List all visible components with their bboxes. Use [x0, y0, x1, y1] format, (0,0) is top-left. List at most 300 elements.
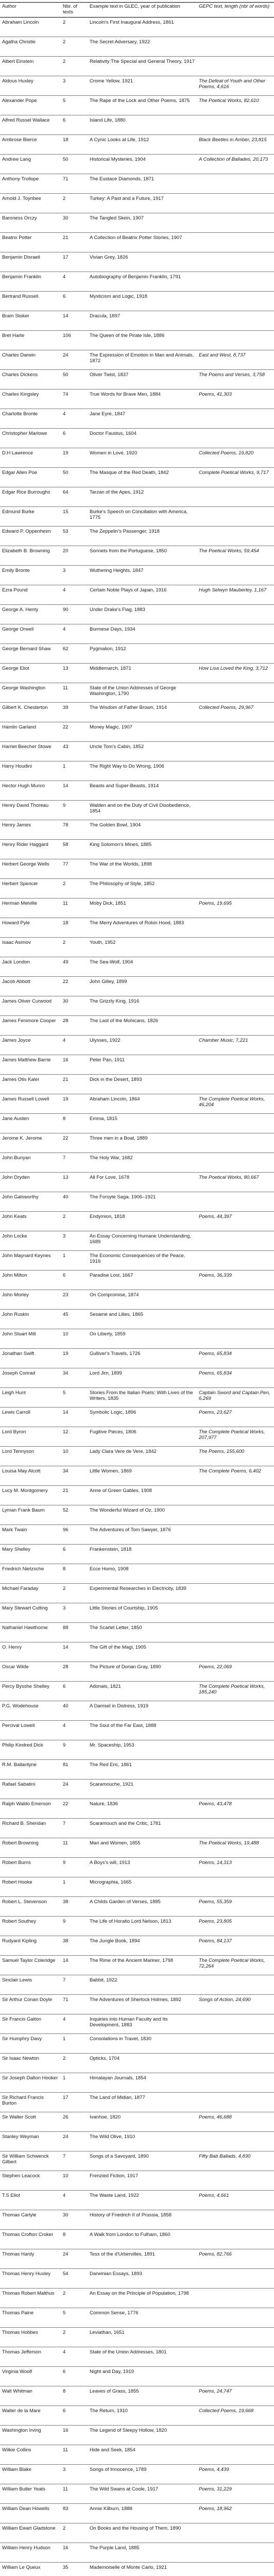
cell-gepc-text	[197, 272, 274, 292]
table-row	[0, 252, 274, 272]
cell-author: Mary Shelley	[0, 1545, 61, 1564]
table-row	[0, 2289, 274, 2308]
table-row	[0, 1721, 274, 1740]
cell-num-texts: 9	[61, 1917, 88, 1936]
cell-author: Baroness Orczy	[0, 213, 61, 233]
cell-author: Mark Twain	[0, 1525, 61, 1545]
cell-num-texts: 53	[61, 527, 88, 546]
table-row	[0, 487, 274, 507]
cell-gepc-text: The Poems and Verses, 3,758	[197, 370, 274, 389]
authors-table	[0, 2, 274, 2576]
cell-example-text: True Words for Brave Men, 1884	[88, 389, 197, 409]
cell-author: George A. Henty	[0, 605, 61, 624]
cell-num-texts: 50	[61, 370, 88, 389]
cell-num-texts: 64	[61, 487, 88, 507]
cell-example-text: Lady Clara Vere de Vere, 1842	[88, 1447, 197, 1466]
cell-num-texts: 1	[61, 2073, 88, 2093]
cell-num-texts: 38	[61, 1936, 88, 1956]
cell-example-text: Little Women, 1869	[88, 1466, 197, 1486]
table-row	[0, 664, 274, 683]
cell-num-texts: 3	[61, 566, 88, 585]
cell-example-text: Oliver Twist, 1837	[88, 370, 197, 389]
cell-author: Hector Hugh Munro	[0, 781, 61, 801]
cell-num-texts: 3	[61, 1603, 88, 1623]
table-row	[0, 1682, 274, 1701]
cell-author: Hamlin Garland	[0, 722, 61, 742]
cell-example-text: Doctor Faustus, 1604	[88, 429, 197, 448]
cell-num-texts: 19	[61, 1349, 88, 1368]
cell-author: Aldous Huxley	[0, 76, 61, 96]
cell-gepc-text: The Poems, 155,600	[197, 1447, 274, 1466]
cell-author: John Ruskin	[0, 1310, 61, 1329]
table-row	[0, 2426, 274, 2445]
cell-author: Jane Austen	[0, 1114, 61, 1133]
cell-author: Mary Stewart Cutting	[0, 1603, 61, 1623]
cell-author: James Russell Lowell	[0, 1094, 61, 1114]
cell-gepc-text	[197, 840, 274, 859]
table-row	[0, 2269, 274, 2289]
cell-author: Isaac Asimov	[0, 938, 61, 957]
cell-example-text: The Purple Land, 1885	[88, 2543, 197, 2563]
cell-num-texts: 5	[61, 1388, 88, 1408]
cell-example-text: The Wisdom of Father Brown, 1914	[88, 703, 197, 722]
table-row	[0, 233, 274, 252]
cell-example-text: A Cynic Looks at Life, 1912	[88, 135, 197, 155]
cell-example-text: Mr. Spaceship, 1953	[88, 1740, 197, 1760]
table-row	[0, 527, 274, 546]
cell-num-texts: 2	[61, 938, 88, 957]
cell-num-texts: 7	[61, 1975, 88, 1995]
cell-gepc-text	[197, 194, 274, 213]
cell-gepc-text	[197, 409, 274, 429]
cell-gepc-text: Collected Poems, 29,967	[197, 703, 274, 722]
cell-gepc-text	[197, 487, 274, 507]
cell-num-texts: 2	[61, 2328, 88, 2347]
cell-gepc-text	[197, 644, 274, 664]
cell-author: Louisa May Alcott	[0, 1466, 61, 1486]
cell-gepc-text	[197, 2014, 274, 2034]
table-row	[0, 429, 274, 448]
table-row	[0, 155, 274, 174]
table-row	[0, 918, 274, 938]
cell-author: Virginia Woolf	[0, 2367, 61, 2386]
cell-num-texts: 12	[61, 1427, 88, 1447]
cell-gepc-text	[197, 1192, 274, 1212]
table-row	[0, 96, 274, 115]
cell-gepc-text	[197, 1525, 274, 1545]
cell-num-texts: 30	[61, 213, 88, 233]
table-row	[0, 2504, 274, 2523]
cell-author: Stephen Leacock	[0, 2171, 61, 2191]
table-row	[0, 331, 274, 350]
cell-gepc-text	[197, 2543, 274, 2563]
cell-example-text: Songs of a Savoyard, 1890	[88, 2151, 197, 2171]
table-row	[0, 546, 274, 566]
cell-gepc-text	[197, 938, 274, 957]
cell-author: Richard B. Sheridan	[0, 1819, 61, 1838]
cell-num-texts: 23	[61, 1290, 88, 1310]
cell-example-text: The Scarlet Letter, 1850	[88, 1623, 197, 1642]
cell-author: Sir Isaac Newton	[0, 2054, 61, 2073]
table-row	[0, 742, 274, 761]
cell-num-texts: 10	[61, 1329, 88, 1349]
cell-author: John Galsworthy	[0, 1192, 61, 1212]
table-row	[0, 1427, 274, 1447]
cell-gepc-text	[197, 761, 274, 781]
cell-gepc-text: The Poetical Works, 80,667	[197, 1173, 274, 1192]
cell-num-texts: 24	[61, 2132, 88, 2151]
cell-author: Edward P. Oppenheim	[0, 527, 61, 546]
cell-num-texts: 11	[61, 2445, 88, 2465]
table-row	[0, 76, 274, 96]
cell-gepc-text	[197, 1310, 274, 1329]
table-header	[0, 3, 274, 18]
cell-gepc-text: Poems, 31,229	[197, 2484, 274, 2504]
cell-author: T.S Eliot	[0, 2191, 61, 2210]
header-author: Author	[0, 3, 61, 18]
cell-num-texts: 8	[61, 2230, 88, 2249]
cell-example-text: Common Sense, 1776	[88, 2308, 197, 2328]
table-row	[0, 2014, 274, 2034]
table-row	[0, 879, 274, 899]
cell-num-texts: 19	[61, 448, 88, 468]
table-row	[0, 311, 274, 331]
cell-example-text: Annie Kilburn, 1888	[88, 2504, 197, 2523]
table-row	[0, 2406, 274, 2426]
cell-author: Herbert Spencer	[0, 879, 61, 899]
table-row	[0, 1917, 274, 1936]
cell-num-texts: 4	[61, 624, 88, 644]
cell-num-texts: 21	[61, 233, 88, 252]
cell-example-text: Island Life, 1880	[88, 115, 197, 135]
table-row	[0, 1623, 274, 1642]
table-row	[0, 585, 274, 605]
cell-author: Sir Humphry Davy	[0, 2034, 61, 2054]
table-row	[0, 1231, 274, 1251]
cell-author: Stanley Weyman	[0, 2132, 61, 2151]
cell-num-texts: 2	[61, 1212, 88, 1231]
cell-example-text: The Jungle Book, 1894	[88, 1936, 197, 1956]
cell-gepc-text: A Collection of Ballades, 20,173	[197, 155, 274, 174]
cell-author: John Stuart Mill	[0, 1329, 61, 1349]
table-row	[0, 468, 274, 487]
cell-gepc-text	[197, 1760, 274, 1780]
table-row	[0, 1584, 274, 1603]
cell-num-texts: 6	[61, 292, 88, 311]
cell-author: Rudyard Kipling	[0, 1936, 61, 1956]
cell-num-texts: 26	[61, 2112, 88, 2132]
cell-example-text: A Boys's will, 1913	[88, 1858, 197, 1877]
cell-example-text: Stories From the Italian Poets: With Lives of the Writers, 1835	[88, 1388, 197, 1408]
cell-example-text: The Soul of the Far East, 1888	[88, 1721, 197, 1740]
cell-author: Ralph Waldo Emerson	[0, 1799, 61, 1819]
table-row	[0, 781, 274, 801]
cell-num-texts: 62	[61, 644, 88, 664]
table-row	[0, 1270, 274, 1290]
cell-example-text: John Gilley, 1899	[88, 977, 197, 996]
cell-author: Wilkie Collins	[0, 2445, 61, 2465]
cell-num-texts: 50	[61, 468, 88, 487]
cell-gepc-text: Songs of Action, 24,690	[197, 1995, 274, 2014]
cell-author: Robert Burns	[0, 1858, 61, 1877]
table-row	[0, 1564, 274, 1584]
cell-example-text: Middlemarch, 1871	[88, 664, 197, 683]
cell-gepc-text	[197, 1231, 274, 1251]
cell-example-text: Lord Jim, 1899	[88, 1368, 197, 1388]
table-row	[0, 2132, 274, 2151]
cell-gepc-text	[197, 722, 274, 742]
cell-gepc-text	[197, 2426, 274, 2445]
cell-gepc-text: Poems, 46,688	[197, 2112, 274, 2132]
cell-num-texts: 4	[61, 1036, 88, 1055]
cell-num-texts: 15	[61, 507, 88, 527]
cell-num-texts: 35	[61, 2563, 88, 2576]
table-row	[0, 1838, 274, 1858]
cell-author: Edgar Allen Poe	[0, 468, 61, 487]
cell-gepc-text	[197, 1623, 274, 1642]
cell-example-text: The Forsyte Saga, 1906–1921	[88, 1192, 197, 1212]
cell-num-texts: 18	[61, 135, 88, 155]
table-row	[0, 1368, 274, 1388]
cell-example-text: The Adventures of Tom Sawyer, 1876	[88, 1525, 197, 1545]
cell-num-texts: 2	[61, 1584, 88, 1603]
cell-example-text: Dick in the Desert, 1893	[88, 1075, 197, 1094]
cell-example-text: Women in Love, 1920	[88, 448, 197, 468]
cell-author: Nathaniel Hawthorne	[0, 1623, 61, 1642]
cell-gepc-text	[197, 1153, 274, 1173]
cell-author: George Bernard Shaw	[0, 644, 61, 664]
cell-gepc-text	[197, 2328, 274, 2347]
cell-author: Bertrand Russell	[0, 292, 61, 311]
cell-gepc-text	[197, 115, 274, 135]
cell-author: Washington Irving	[0, 2426, 61, 2445]
cell-num-texts: 96	[61, 1525, 88, 1545]
cell-author: Andrew Lang	[0, 155, 61, 174]
cell-num-texts: 22	[61, 1133, 88, 1153]
cell-author: Robert Hooke	[0, 1877, 61, 1897]
cell-num-texts: 2	[61, 194, 88, 213]
cell-num-texts: 30	[61, 2210, 88, 2230]
cell-example-text: Peter Pan, 1911	[88, 1055, 197, 1075]
cell-author: Rafael Sabatini	[0, 1780, 61, 1799]
cell-num-texts: 17	[61, 2093, 88, 2112]
cell-example-text: On Liberty, 1859	[88, 1329, 197, 1349]
table-row	[0, 1819, 274, 1838]
cell-num-texts: 78	[61, 820, 88, 840]
cell-example-text: Sesame and Lilies, 1865	[88, 1310, 197, 1329]
cell-example-text: The Secret Adversary, 1922	[88, 37, 197, 57]
cell-example-text: Walden and on the Duty of Civil Disobedience, 1854	[88, 801, 197, 820]
cell-gepc-text	[197, 2269, 274, 2289]
table-row	[0, 115, 274, 135]
cell-author: Harry Houdini	[0, 761, 61, 781]
table-row	[0, 840, 274, 859]
cell-gepc-text	[197, 1877, 274, 1897]
cell-example-text: The Rime of the Ancient Mariner, 1798	[88, 1956, 197, 1975]
cell-example-text: The Philosophy of Style, 1852	[88, 879, 197, 899]
cell-num-texts: 6	[61, 115, 88, 135]
cell-gepc-text	[197, 918, 274, 938]
cell-example-text: The Rape of the Lock and Other Poems, 1875	[88, 96, 197, 115]
cell-gepc-text: Poems, 19,695	[197, 899, 274, 918]
table-row	[0, 859, 274, 879]
cell-author: P.G. Wodehouse	[0, 1701, 61, 1721]
cell-num-texts: 4	[61, 2347, 88, 2367]
cell-num-texts: 2	[61, 57, 88, 76]
cell-gepc-text	[197, 1075, 274, 1094]
cell-gepc-text: The Poetical Works, 59,454	[197, 546, 274, 566]
table-row	[0, 272, 274, 292]
cell-num-texts: 13	[61, 664, 88, 683]
cell-num-texts: 54	[61, 2269, 88, 2289]
cell-example-text: Ulysses, 1922	[88, 1036, 197, 1055]
table-row	[0, 899, 274, 918]
table-row	[0, 683, 274, 703]
table-row	[0, 605, 274, 624]
cell-gepc-text: Poems, 65,834	[197, 1349, 274, 1368]
cell-gepc-text	[197, 1251, 274, 1270]
table-row	[0, 722, 274, 742]
cell-example-text: The Waste Land, 1922	[88, 2191, 197, 2210]
cell-gepc-text	[197, 57, 274, 76]
cell-gepc-text: Poems, 4,439	[197, 2465, 274, 2484]
cell-example-text: The Gift of the Magi, 1905	[88, 1642, 197, 1662]
cell-author: Elizabeth B. Browning	[0, 546, 61, 566]
cell-example-text: History of Friedrich II of Prussia, 1858	[88, 2210, 197, 2230]
cell-example-text: State of the Union Addresses of George Washington, 1790	[88, 683, 197, 703]
table-row	[0, 1505, 274, 1525]
cell-example-text: Jane Eyre, 1847	[88, 409, 197, 429]
cell-gepc-text	[197, 1016, 274, 1036]
cell-num-texts: 11	[61, 1838, 88, 1858]
cell-author: Sir Arthur Conan Doyle	[0, 1995, 61, 2014]
table-row	[0, 1173, 274, 1192]
cell-example-text: Little Stories of Courtship, 1905	[88, 1603, 197, 1623]
cell-author: Thomas Carlyle	[0, 2210, 61, 2230]
table-row	[0, 2367, 274, 2386]
cell-num-texts: 16	[61, 2426, 88, 2445]
cell-example-text: The Queen of the Pirate Isle, 1886	[88, 331, 197, 350]
cell-gepc-text: How Lisa Loved the King, 3,712	[197, 664, 274, 683]
table-row	[0, 2465, 274, 2484]
cell-num-texts: 8	[61, 1114, 88, 1133]
cell-author: Howard Pyle	[0, 918, 61, 938]
cell-example-text: Tarzan of the Apes, 1912	[88, 487, 197, 507]
cell-num-texts: 14	[61, 1956, 88, 1975]
cell-author: John Locke	[0, 1231, 61, 1251]
cell-author: Charles Kingsley	[0, 389, 61, 409]
cell-author: Alfred Russel Wallace	[0, 115, 61, 135]
table-row	[0, 761, 274, 781]
cell-gepc-text	[197, 2210, 274, 2230]
cell-author: Sir Richard Francis Burton	[0, 2093, 61, 2112]
cell-num-texts: 28	[61, 1016, 88, 1036]
header-gepc-text: GEPC text, length (nbr of words)	[197, 3, 274, 18]
table-row	[0, 1408, 274, 1427]
cell-gepc-text	[197, 1114, 274, 1133]
cell-num-texts: 6	[61, 2406, 88, 2426]
cell-author: Lyman Frank Baum	[0, 1505, 61, 1525]
cell-num-texts: 19	[61, 1094, 88, 1114]
cell-gepc-text: The Complete Poetical Works, 207,977	[197, 1427, 274, 1447]
cell-gepc-text	[197, 527, 274, 546]
cell-example-text: King Solomon's Mines, 1885	[88, 840, 197, 859]
cell-num-texts: 14	[61, 781, 88, 801]
cell-gepc-text	[197, 2230, 274, 2249]
table-row	[0, 2093, 274, 2112]
cell-num-texts: 22	[61, 722, 88, 742]
cell-num-texts: 6	[61, 1682, 88, 1701]
table-row	[0, 194, 274, 213]
cell-example-text: Relativity:The Special and General Theory, 1917	[88, 57, 197, 76]
cell-num-texts: 49	[61, 957, 88, 977]
table-row	[0, 2347, 274, 2367]
cell-gepc-text	[197, 859, 274, 879]
cell-example-text: Money Magic, 1907	[88, 722, 197, 742]
table-row	[0, 409, 274, 429]
cell-author: James Matthew Barrie	[0, 1055, 61, 1075]
cell-num-texts: 4	[61, 409, 88, 429]
cell-author: William Blake	[0, 2465, 61, 2484]
table-row	[0, 1642, 274, 1662]
cell-num-texts: 2	[61, 2054, 88, 2073]
cell-num-texts: 34	[61, 1368, 88, 1388]
cell-num-texts: 14	[61, 1642, 88, 1662]
table-row	[0, 1466, 274, 1486]
cell-num-texts: 24	[61, 2249, 88, 2269]
cell-example-text: An Essay on the Principle of Population, 1798	[88, 2289, 197, 2308]
cell-author: Anthony Trollope	[0, 174, 61, 194]
table-row	[0, 37, 274, 57]
cell-num-texts: 2	[61, 18, 88, 37]
cell-author: Samuel Taylor Coleridge	[0, 1956, 61, 1975]
cell-author: John Keats	[0, 1212, 61, 1231]
table-row	[0, 2543, 274, 2563]
cell-author: Jack London	[0, 957, 61, 977]
cell-author: Emily Bronte	[0, 566, 61, 585]
cell-gepc-text	[197, 1740, 274, 1760]
cell-author: Arnold J. Toynbee	[0, 194, 61, 213]
cell-gepc-text: Poems, 41,303	[197, 389, 274, 409]
cell-gepc-text	[197, 1780, 274, 1799]
cell-author: Christopher Marlowe	[0, 429, 61, 448]
cell-gepc-text	[197, 977, 274, 996]
cell-example-text: The Grizzly King, 1916	[88, 996, 197, 1016]
table-body	[0, 18, 274, 2576]
cell-gepc-text	[197, 1564, 274, 1584]
cell-example-text: All For Love, 1678	[88, 1173, 197, 1192]
cell-num-texts: 7	[61, 1153, 88, 1173]
table-row	[0, 624, 274, 644]
cell-num-texts: 4	[61, 272, 88, 292]
cell-author: Walt Whitman	[0, 2386, 61, 2406]
cell-gepc-text	[197, 1545, 274, 1564]
cell-gepc-text: Hugh Selwyn Mauberley, 1,167	[197, 585, 274, 605]
cell-author: Thomas Henry Huxley	[0, 2269, 61, 2289]
cell-author: William Henry Hudson	[0, 2543, 61, 2563]
cell-num-texts: 9	[61, 801, 88, 820]
cell-num-texts: 22	[61, 1799, 88, 1819]
table-row	[0, 1447, 274, 1466]
table-row	[0, 1956, 274, 1975]
cell-example-text: Moby Dick, 1851	[88, 899, 197, 918]
table-row	[0, 2386, 274, 2406]
cell-num-texts: 71	[61, 174, 88, 194]
cell-gepc-text	[197, 2347, 274, 2367]
header-row	[0, 3, 274, 18]
cell-author: Edgar Rice Burroughs	[0, 487, 61, 507]
table-row	[0, 2230, 274, 2249]
